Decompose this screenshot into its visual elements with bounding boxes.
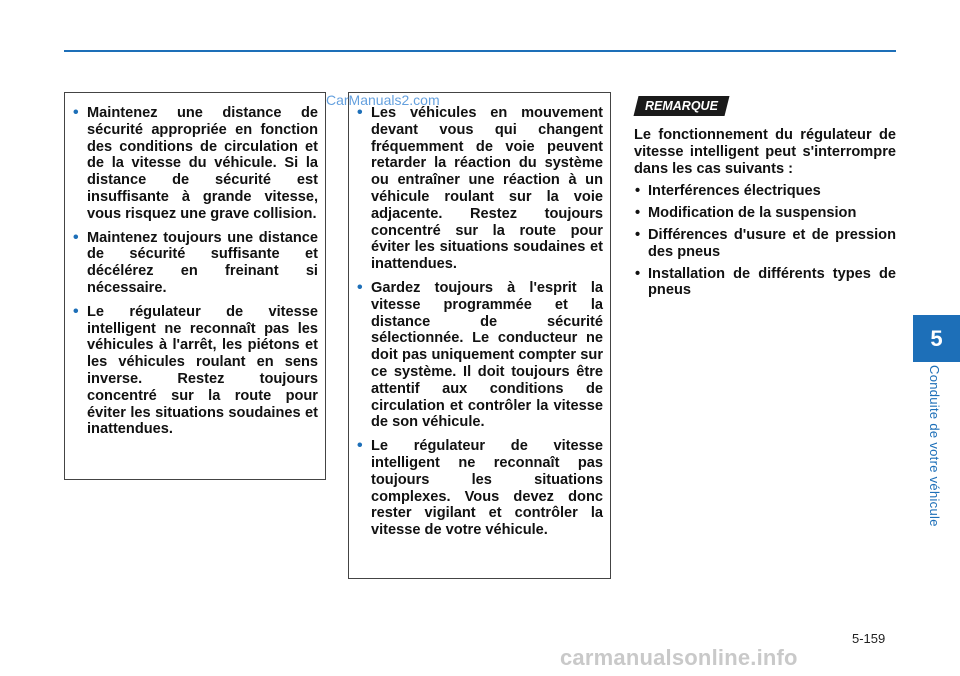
list-item: • Les véhicules en mouvement devant vous qui changent fréquemment de voie peuvent retarder la réaction du système ou entraîner une réaction à un véhicule roulant sur la voie adjacente. Restez toujours concentré sur la route pour éviter les situations soudaines et inattendues. [357, 104, 603, 273]
footer-watermark[interactable]: carmanualsonline.info [560, 645, 798, 670]
warning-list-middle [357, 105, 603, 539]
list-item: • Le régulateur de vitesse intelligent ne reconnaît pas les véhicules à l'arrêt, les piétons et les véhicules roulant en sens inverse. Restez toujours concentré sur la route pour éviter les situations soudaines et inattendues. [73, 302, 318, 438]
bullet-icon: • [73, 104, 79, 121]
list-item: • Modification de la suspension [635, 205, 857, 222]
chapter-title: Conduite de votre véhicule [927, 365, 942, 527]
warning-list-left [73, 105, 318, 438]
chapter-number-tab: 5 [913, 315, 960, 362]
list-item: • Gardez toujours à l'esprit la vitesse programmée et la distance de sécurité sélectionnée. Le conducteur ne doit pas uniquement compter sur ce système. Il doit toujours être attentif aux conditions de circulation et contrôler la vitesse de son véhicule. [357, 278, 603, 431]
warning-box-left [64, 92, 326, 480]
list-item: • Maintenez toujours une distance de sécurité suffisante et décélérez en freinant si nécessaire. [73, 228, 318, 296]
list-item: • Maintenez une distance de sécurité appropriée en fonction des conditions de circulation et de la vitesse du véhicule. Si la distance de sécurité est insuffisante à grande vitesse, vous risquez une grave collision. [73, 104, 318, 222]
bullet-icon: • [73, 228, 79, 246]
bullet-icon: • [635, 183, 641, 200]
header-rule [64, 50, 896, 52]
remark-section [634, 96, 896, 304]
bullet-icon: • [635, 265, 641, 282]
list-item: • Le régulateur de vitesse intelligent ne reconnaît pas toujours les situations complexes. Vous devez donc rester vigilant et contrôler la vitesse de votre véhicule. [357, 437, 603, 539]
bullet-icon: • [357, 104, 363, 121]
list-item: • Différences d'usure et de pression des pneus [635, 226, 896, 260]
bullet-icon: • [635, 226, 641, 243]
bullet-icon: • [357, 437, 363, 455]
list-item: • Interférences électriques [635, 183, 821, 200]
bullet-icon: • [635, 205, 641, 222]
bullet-icon: • [73, 302, 79, 320]
list-item: • Installation de différents types de pneus [635, 265, 896, 299]
bullet-icon: • [357, 278, 363, 296]
watermark-link[interactable]: CarManuals2.com [326, 92, 440, 108]
page-number: 5-159 [852, 631, 886, 646]
remark-intro: Le fonctionnement du régulateur de vitesse intelligent peut s'interrompre dans les cas suivants : [634, 127, 896, 177]
remark-badge: REMARQUE [634, 96, 730, 116]
warning-box-middle [348, 92, 611, 579]
remark-list [634, 183, 896, 299]
